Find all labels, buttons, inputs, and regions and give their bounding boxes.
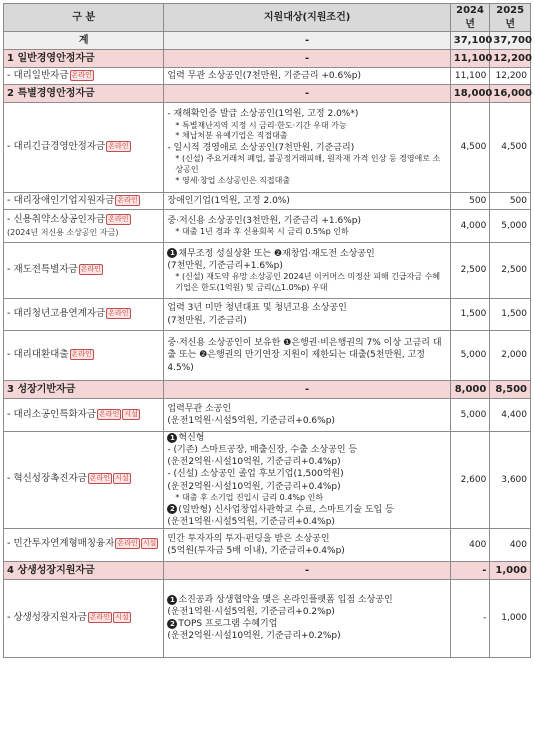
fund-target-cell <box>164 399 450 432</box>
target-text: (운전2억원·시설10억원, 기준금리+0.4%p) <box>167 457 341 468</box>
fund-badge: 온라인 <box>108 309 129 318</box>
fund-item-row <box>4 399 531 432</box>
target-line <box>167 142 446 154</box>
fund-name-cell <box>4 193 164 210</box>
fund-target-cell <box>164 68 450 85</box>
table-header-row <box>4 4 531 32</box>
fund-item-row <box>4 210 531 243</box>
target-line <box>167 545 446 557</box>
target-text: * 특별재난지역 지정 시 금리·한도·기간 우대 가능 <box>175 120 347 130</box>
fund-2025: 3,600 <box>490 432 531 529</box>
target-text: (운전2억원·시설10억원, 기준금리+0.2%p) <box>167 631 341 642</box>
fund-2024: 4,500 <box>450 103 490 193</box>
fund-badge: 시설 <box>115 474 129 483</box>
section-2024: 11,100 <box>450 50 490 68</box>
section-2025: 8,500 <box>490 381 531 399</box>
fund-badge: 온라인 <box>71 70 92 79</box>
fund-table-container <box>3 3 531 658</box>
total-target: - <box>164 32 450 50</box>
circled-number-icon: 1 <box>167 595 177 605</box>
header-target: 지원대상(지원조건) <box>164 4 450 32</box>
fund-2024: 1,500 <box>450 299 490 331</box>
target-text: (7천만원, 기준금리+1.6%p) <box>167 260 283 271</box>
fund-2025: 400 <box>490 528 531 561</box>
header-category: 구 분 <box>4 4 164 32</box>
fund-name-cell <box>4 432 164 529</box>
fund-name-cell <box>4 528 164 561</box>
target-line <box>167 456 446 468</box>
section-target: - <box>164 85 450 103</box>
fund-name: - 대리대환대출 <box>7 349 69 361</box>
section-target: - <box>164 381 450 399</box>
target-text: * 체납처분 유예기업은 직접대출 <box>175 131 288 141</box>
target-text: 업력 3년 미만 청년대표 및 청년고용 소상공인 <box>167 303 347 314</box>
fund-name: - 신용취약소상공인자금 <box>7 213 106 225</box>
fund-name-cell <box>4 103 164 193</box>
fund-2025: 1,500 <box>490 299 531 331</box>
target-text: 소진공과 상생협약을 맺은 온라인플랫폼 입점 소상공인 <box>178 595 393 605</box>
fund-2025: 500 <box>490 193 531 210</box>
target-text: (운전1억원·시설5억원, 기준금리+0.4%p) <box>167 516 335 527</box>
fund-2025: 12,200 <box>490 68 531 85</box>
fund-name-cell <box>4 210 164 243</box>
target-text: - 재해확인증 발급 소상공인(1억원, 고정 2.0%*) <box>167 109 359 120</box>
fund-2024: 11,100 <box>450 68 490 85</box>
target-text: 장애인기업(1억원, 고정 2.0%) <box>167 195 290 206</box>
fund-name: - 민간투자연계형매칭융자 <box>7 538 115 550</box>
section-title: 1 일반경영안정자금 <box>4 50 164 68</box>
fund-name-cell <box>4 331 164 381</box>
target-line <box>167 108 446 120</box>
fund-name: - 대리청년고용연계자금 <box>7 308 106 320</box>
section-2025: 1,000 <box>490 561 531 579</box>
fund-2025: 2,500 <box>490 243 531 299</box>
fund-2024: 400 <box>450 528 490 561</box>
circled-number-icon: 2 <box>167 504 177 514</box>
fund-item-row <box>4 193 531 210</box>
section-2024: - <box>450 561 490 579</box>
target-text: * 영세·창업 소상공인은 직접대출 <box>175 175 291 185</box>
target-line <box>167 468 446 480</box>
fund-name-cell <box>4 579 164 657</box>
fund-target-cell <box>164 528 450 561</box>
target-text: 민간 투자자의 투자·펀딩을 받은 소상공인 <box>167 533 330 544</box>
target-text: (운전2억원·시설10억원, 기준금리+0.4%p) <box>167 481 341 492</box>
fund-badge: 온라인 <box>71 350 92 359</box>
target-text: * 대출 후 소기업 진입시 금리 0.4%p 인하 <box>175 492 324 502</box>
section-target: - <box>164 50 450 68</box>
fund-2024: 2,500 <box>450 243 490 299</box>
target-line <box>167 533 446 545</box>
fund-badge: 시설 <box>115 612 129 621</box>
fund-2025: 2,000 <box>490 331 531 381</box>
fund-item-row <box>4 331 531 381</box>
circled-number-icon: 2 <box>167 619 177 629</box>
fund-target-cell <box>164 331 450 381</box>
circled-number-icon: 1 <box>167 433 177 443</box>
target-line <box>167 444 446 456</box>
fund-name-cell <box>4 243 164 299</box>
target-text: (5억원(투자금 5배 이내), 기준금리+0.4%p) <box>167 545 345 556</box>
target-note <box>167 493 446 504</box>
section-2025: 16,000 <box>490 85 531 103</box>
fund-2025: 4,400 <box>490 399 531 432</box>
fund-name: - 재도전특별자금 <box>7 264 78 276</box>
target-note <box>167 154 446 176</box>
target-line <box>167 606 446 618</box>
fund-item-row <box>4 579 531 657</box>
fund-budget-table <box>3 3 531 658</box>
target-text: (운전1억원·시설5억원, 기준금리+0.6%p) <box>167 416 335 426</box>
target-line <box>167 618 446 630</box>
target-line <box>167 481 446 493</box>
fund-badge: 온라인 <box>99 409 120 418</box>
fund-badge: 온라인 <box>80 265 101 274</box>
fund-target-cell <box>164 579 450 657</box>
target-line <box>167 594 446 606</box>
target-note <box>167 131 446 142</box>
target-text: * (신설) 재도약 유망 소상공인 2024년 이커머스 미정산 피해 긴급자금 수혜기업은 한도(1억원) 및 금리(△1.0%p) 우대 <box>175 271 441 292</box>
fund-2025: 4,500 <box>490 103 531 193</box>
fund-target-cell <box>164 193 450 210</box>
fund-name-cell <box>4 299 164 331</box>
target-line <box>167 302 446 314</box>
target-line <box>167 260 446 272</box>
header-2024: 2024년 <box>450 4 490 32</box>
fund-2024: 5,000 <box>450 399 490 432</box>
fund-2025: 1,000 <box>490 579 531 657</box>
target-text: (운전1억원·시설5억원, 기준금리+0.2%p) <box>167 607 335 618</box>
fund-target-cell <box>164 432 450 529</box>
target-line <box>167 432 446 444</box>
target-line <box>167 630 446 642</box>
fund-name: - 대리긴급경영안정자금 <box>7 141 106 153</box>
total-label: 계 <box>4 32 164 50</box>
fund-target-cell <box>164 103 450 193</box>
target-text: - 일시적 경영애로 소상공인(7천만원, 기준금리) <box>167 143 355 154</box>
fund-item-row <box>4 299 531 331</box>
fund-badge: 온라인 <box>108 214 129 223</box>
target-text: * 대출 1년 경과 후 신용회복 시 금리 0.5%p 인하 <box>175 226 349 236</box>
section-target: - <box>164 561 450 579</box>
target-text: * (신설) 주요거래처 폐업, 불공정거래피해, 원자재 가격 인상 등 경영애로 소상공인 <box>175 154 441 175</box>
target-note <box>167 272 446 294</box>
fund-badge: 시설 <box>124 409 138 418</box>
target-text: - (신설) 소상공인 졸업 후보기업(1,500억원) <box>167 469 344 480</box>
target-line <box>167 516 446 528</box>
target-line <box>167 70 446 82</box>
fund-2024: - <box>450 579 490 657</box>
total-2025: 37,700 <box>490 32 531 50</box>
section-row <box>4 561 531 579</box>
section-row <box>4 381 531 399</box>
fund-2025: 5,000 <box>490 210 531 243</box>
target-text: (7천만원, 기준금리) <box>167 315 247 326</box>
target-note <box>167 176 446 187</box>
fund-target-cell <box>164 243 450 299</box>
fund-name: - 대리일반자금 <box>7 69 69 81</box>
fund-badge: 시설 <box>142 539 157 548</box>
fund-target-cell <box>164 299 450 331</box>
target-text: TOPS 프로그램 수혜기업 <box>178 619 278 630</box>
fund-2024: 2,600 <box>450 432 490 529</box>
target-line <box>167 504 446 516</box>
fund-name: - 대리소공인특화자금 <box>7 408 97 420</box>
fund-badge: 온라인 <box>89 612 111 621</box>
target-line <box>167 415 446 427</box>
target-line <box>167 248 446 260</box>
target-text: 업력무관 소공인 <box>167 403 232 414</box>
target-line <box>167 315 446 327</box>
target-text: 중·저신용 소상공인(3천만원, 기준금리 +1.6%p) <box>167 215 362 226</box>
fund-name: - 대리장애인기업지원자금 <box>7 194 115 206</box>
target-text: (일반형) 신사업창업사관학교 수료, 스마트기술 도입 등 <box>178 504 394 515</box>
target-line <box>167 337 446 373</box>
section-2025: 12,200 <box>490 50 531 68</box>
fund-2024: 5,000 <box>450 331 490 381</box>
total-2024: 37,100 <box>450 32 490 50</box>
target-line <box>167 195 446 207</box>
fund-badge: 온라인 <box>108 142 129 151</box>
target-text: 중·저신용 소상공인이 보유한 ❶은행권·비은행권의 7% 이상 고금리 대출 또는 ❷은행권의 만기연장 지원이 제한되는 대출(5천만원, 고정 4.5%) <box>167 338 442 373</box>
fund-badge: 온라인 <box>89 474 111 483</box>
fund-item-row <box>4 103 531 193</box>
target-text: - (기존) 스마트공장, 매출신장, 수출 소상공인 등 <box>167 445 358 456</box>
fund-2024: 4,000 <box>450 210 490 243</box>
target-text: 채무조정 성실상환 또는 ❷재창업·재도전 소상공인 <box>178 248 375 259</box>
section-title: 2 특별경영안정자금 <box>4 85 164 103</box>
section-title: 3 성장기반자금 <box>4 381 164 399</box>
fund-name: - 상생성장지원자금 <box>7 611 87 623</box>
fund-target-cell <box>164 210 450 243</box>
table-body <box>4 32 531 658</box>
target-note <box>167 121 446 132</box>
section-2024: 18,000 <box>450 85 490 103</box>
fund-badge: 온라인 <box>117 195 138 204</box>
circled-number-icon: 1 <box>167 248 177 258</box>
fund-name: - 혁신성장촉진자금 <box>7 473 87 485</box>
target-line <box>167 215 446 227</box>
fund-name-cell <box>4 68 164 85</box>
target-text: 혁신형 <box>178 433 205 443</box>
header-2025: 2025년 <box>490 4 531 32</box>
fund-item-row <box>4 528 531 561</box>
target-note <box>167 227 446 238</box>
target-text: 업력 무관 소상공인(7천만원, 기준금리 +0.6%p) <box>167 70 362 81</box>
fund-item-row <box>4 243 531 299</box>
target-line <box>167 403 446 415</box>
section-row <box>4 50 531 68</box>
total-row <box>4 32 531 50</box>
fund-item-row <box>4 68 531 85</box>
section-row <box>4 85 531 103</box>
section-2024: 8,000 <box>450 381 490 399</box>
fund-2024: 500 <box>450 193 490 210</box>
fund-badge: 온라인 <box>117 539 138 548</box>
fund-name-cell <box>4 399 164 432</box>
fund-item-row <box>4 432 531 529</box>
fund-subtitle: (2024년 저신용 소상공인 자금) <box>7 227 119 237</box>
section-title: 4 상생성장지원자금 <box>4 561 164 579</box>
